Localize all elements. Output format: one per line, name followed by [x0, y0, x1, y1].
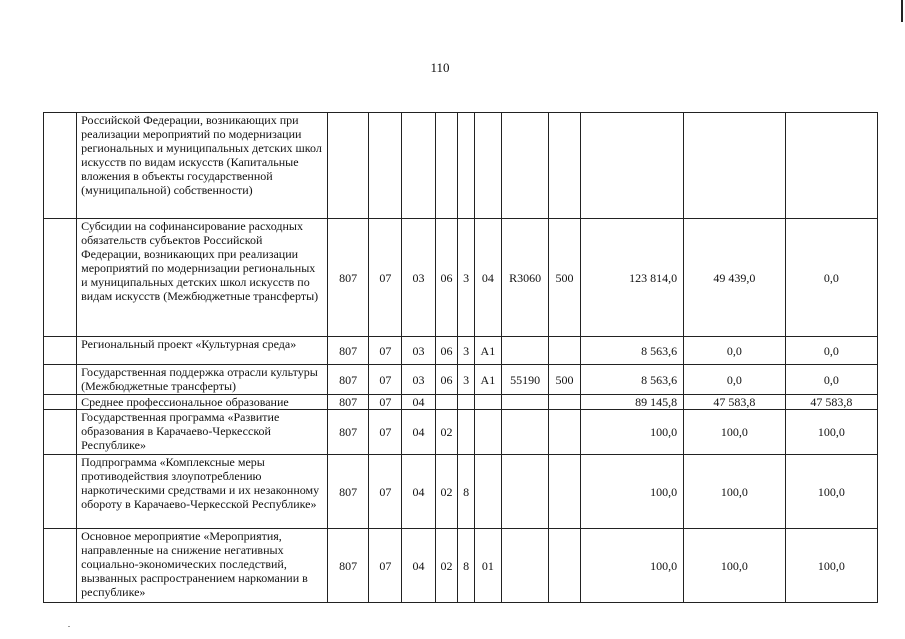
budget-table — [43, 112, 878, 603]
subsection-code: 03 — [402, 219, 435, 337]
ved-code: 807 — [327, 410, 368, 455]
section-code: 07 — [369, 455, 402, 529]
subprogram-code: 8 — [458, 455, 475, 529]
row-name: Основное мероприятие «Мероприятия, направленные на снижение негативных социально-экономических последствий, вызванных распространением наркомании в республике» — [77, 529, 328, 603]
table-row — [44, 395, 878, 410]
amount-year-2 — [684, 113, 786, 219]
ved-code: 807 — [327, 455, 368, 529]
amount-year-1: 100,0 — [580, 410, 684, 455]
program-code: 02 — [435, 529, 458, 603]
section-code: 07 — [369, 410, 402, 455]
expense-type-code — [549, 529, 580, 603]
row-number-cell — [44, 529, 77, 603]
amount-year-1 — [580, 113, 684, 219]
amount-year-1: 123 814,0 — [580, 219, 684, 337]
ved-code: 807 — [327, 337, 368, 365]
row-name: Среднее профессиональное образование — [77, 395, 328, 410]
table-row — [44, 219, 878, 337]
expense-type-code — [549, 113, 580, 219]
amount-year-1: 8 563,6 — [580, 365, 684, 395]
row-number-cell — [44, 113, 77, 219]
row-number-cell — [44, 395, 77, 410]
event-code — [474, 410, 501, 455]
ved-code: 807 — [327, 365, 368, 395]
event-code: 04 — [474, 219, 501, 337]
row-name: Подпрограмма «Комплексные меры противодействия злоупотреблению наркотическими средствами и их незаконному обороту в Карачаево-Черкесской Республике» — [77, 455, 328, 529]
row-name: Российской Федерации, возникающих при реализации мероприятий по модернизации региональных и муниципальных детских школ искусств по видам искусств (Капитальные вложения в объекты государственной (муниципальной) собственности) — [77, 113, 328, 219]
subsection-code — [402, 113, 435, 219]
row-number-cell — [44, 337, 77, 365]
amount-year-1: 100,0 — [580, 455, 684, 529]
expense-type-code — [549, 337, 580, 365]
table-row — [44, 365, 878, 395]
subprogram-code: 3 — [458, 365, 475, 395]
direction-code: R3060 — [501, 219, 549, 337]
amount-year-2: 100,0 — [684, 455, 786, 529]
direction-code — [501, 455, 549, 529]
page-number: 110 — [430, 60, 450, 75]
subsection-code: 03 — [402, 365, 435, 395]
amount-year-1: 89 145,8 — [580, 395, 684, 410]
amount-year-1: 100,0 — [580, 529, 684, 603]
table-row — [44, 113, 878, 219]
subsection-code: 04 — [402, 395, 435, 410]
row-name: Субсидии на софинансирование расходных обязательств субъектов Российской Федерации, возникающих при реализации мероприятий по модернизации региональных и муниципальных детских школ искусств по видам искусств (Межбюджетные трансферты) — [77, 219, 328, 337]
program-code: 06 — [435, 337, 458, 365]
amount-year-2: 0,0 — [684, 337, 786, 365]
program-code: 06 — [435, 365, 458, 395]
amount-year-3 — [785, 113, 877, 219]
direction-code — [501, 113, 549, 219]
amount-year-3: 100,0 — [785, 529, 877, 603]
direction-code — [501, 410, 549, 455]
ved-code: 807 — [327, 219, 368, 337]
amount-year-1: 8 563,6 — [580, 337, 684, 365]
amount-year-3: 0,0 — [785, 337, 877, 365]
row-name: Государственная программа «Развитие образования в Карачаево-Черкесской Республике» — [77, 410, 328, 455]
event-code: A1 — [474, 337, 501, 365]
subsection-code: 04 — [402, 455, 435, 529]
section-code: 07 — [369, 365, 402, 395]
expense-type-code: 500 — [549, 219, 580, 337]
subsection-code: 03 — [402, 337, 435, 365]
section-code — [369, 113, 402, 219]
expense-type-code: 500 — [549, 365, 580, 395]
row-number-cell — [44, 410, 77, 455]
event-code: A1 — [474, 365, 501, 395]
table-row — [44, 337, 878, 365]
table-row — [44, 410, 878, 455]
subprogram-code: 3 — [458, 337, 475, 365]
subprogram-code — [458, 395, 475, 410]
ved-code: 807 — [327, 529, 368, 603]
section-code: 07 — [369, 337, 402, 365]
direction-code: 55190 — [501, 365, 549, 395]
program-code — [435, 395, 458, 410]
amount-year-3: 0,0 — [785, 365, 877, 395]
scan-speck — [68, 626, 70, 627]
subprogram-code — [458, 410, 475, 455]
subprogram-code: 8 — [458, 529, 475, 603]
subprogram-code — [458, 113, 475, 219]
program-code: 02 — [435, 455, 458, 529]
page-edge-mark — [901, 0, 903, 22]
amount-year-2: 49 439,0 — [684, 219, 786, 337]
ved-code: 807 — [327, 395, 368, 410]
row-number-cell — [44, 455, 77, 529]
direction-code — [501, 529, 549, 603]
direction-code — [501, 395, 549, 410]
row-number-cell — [44, 219, 77, 337]
ved-code — [327, 113, 368, 219]
event-code — [474, 455, 501, 529]
table-row — [44, 455, 878, 529]
program-code: 06 — [435, 219, 458, 337]
expense-type-code — [549, 455, 580, 529]
amount-year-3: 47 583,8 — [785, 395, 877, 410]
amount-year-2: 100,0 — [684, 529, 786, 603]
amount-year-2: 47 583,8 — [684, 395, 786, 410]
event-code — [474, 395, 501, 410]
event-code — [474, 113, 501, 219]
amount-year-3: 0,0 — [785, 219, 877, 337]
section-code: 07 — [369, 219, 402, 337]
amount-year-3: 100,0 — [785, 455, 877, 529]
subsection-code: 04 — [402, 410, 435, 455]
row-number-cell — [44, 365, 77, 395]
program-code: 02 — [435, 410, 458, 455]
row-name: Региональный проект «Культурная среда» — [77, 337, 328, 365]
amount-year-2: 0,0 — [684, 365, 786, 395]
expense-type-code — [549, 410, 580, 455]
subsection-code: 04 — [402, 529, 435, 603]
section-code: 07 — [369, 529, 402, 603]
expense-type-code — [549, 395, 580, 410]
section-code: 07 — [369, 395, 402, 410]
table-row — [44, 529, 878, 603]
subprogram-code: 3 — [458, 219, 475, 337]
amount-year-3: 100,0 — [785, 410, 877, 455]
row-name: Государственная поддержка отрасли культуры (Межбюджетные трансферты) — [77, 365, 328, 395]
amount-year-2: 100,0 — [684, 410, 786, 455]
direction-code — [501, 337, 549, 365]
event-code: 01 — [474, 529, 501, 603]
program-code — [435, 113, 458, 219]
